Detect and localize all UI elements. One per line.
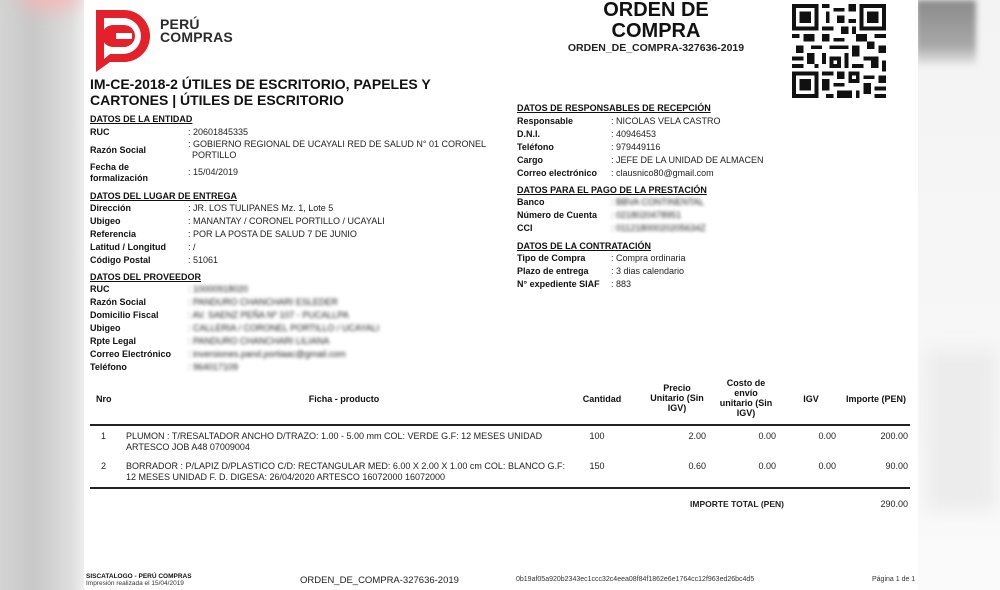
col-precio-header <box>642 383 712 413</box>
col-envio-header <box>716 378 776 418</box>
document-title-line1: ORDEN DE <box>603 0 709 21</box>
proveedor-ruc-label: RUC <box>90 284 110 294</box>
recepcion-telefono-label: Teléfono <box>517 142 554 152</box>
entidad-fecha-label-line2: formalización <box>90 173 149 183</box>
footer-page-number: Página 1 de 1 <box>872 576 916 583</box>
table-footer-rule <box>90 487 910 489</box>
col-precio-header-line3: IGV) <box>667 403 687 413</box>
row-ficha <box>126 461 566 482</box>
row-ficha <box>126 431 566 452</box>
pago-cci-label: CCI <box>517 223 533 233</box>
total-label: IMPORTE TOTAL (PEN) <box>690 499 784 509</box>
proveedor-rpte-label: Rpte Legal <box>90 336 137 346</box>
entidad-ruc-value: : 20601845335 <box>188 127 249 137</box>
footer-hash: 0b19af05a920b2343ec1ccc32c4eea08f84f1862e6e1764cc12f963ed26bc4d5 <box>516 576 755 583</box>
entrega-details <box>90 203 510 267</box>
contratacion-tipo-value: : Compra ordinaria <box>611 253 686 263</box>
col-envio-header-line1: Costo de <box>726 378 766 388</box>
proveedor-correo-label: Correo Electrónico <box>90 349 172 359</box>
entrega-latlong-value: : / <box>188 242 196 252</box>
row-importe: 200.00 <box>880 431 908 441</box>
peru-compras-logo-icon <box>90 6 154 72</box>
pago-cuenta-value: : 0218020478951 <box>611 210 682 220</box>
recepcion-responsable-value: : NICOLAS VELA CASTRO <box>611 116 721 126</box>
pago-banco-value: : BBVA CONTINENTAL <box>611 197 705 207</box>
entrega-referencia-label: Referencia <box>90 229 137 239</box>
logo-text <box>160 18 233 44</box>
entrega-ubigeo-label: Ubigeo <box>90 216 121 226</box>
contratacion-siaf-label: N° expediente SIAF <box>517 279 600 289</box>
row-ficha-line2: 12 MESES UNIDAD F. D. DIGESA: 26/04/2020 ARTESCO 16072000 16072000 <box>126 471 446 482</box>
entidad-details <box>90 127 510 187</box>
col-igv-header: IGV <box>803 394 819 404</box>
row-igv: 0.00 <box>818 431 836 441</box>
col-envio-header-line3: unitario (Sin <box>719 398 773 408</box>
row-ficha-line2: ARTESCO JOB A48 07009004 <box>126 441 250 452</box>
recepcion-details <box>517 116 817 180</box>
col-importe-header: Importe (PEN) <box>845 394 906 404</box>
col-cantidad-header: Cantidad <box>582 394 622 404</box>
section-proveedor-title: DATOS DEL PROVEEDOR <box>90 272 202 282</box>
proveedor-ubigeo-value: : CALLERIA / CORONEL PORTILLO / UCAYALI <box>188 323 380 333</box>
row-importe: 90.00 <box>885 461 908 471</box>
entrega-postal-value: : 51061 <box>188 255 219 265</box>
section-pago-title: DATOS PARA EL PAGO DE LA PRESTACIÓN <box>517 185 707 195</box>
footer-order-code: ORDEN_DE_COMPRA-327636-2019 <box>300 575 459 586</box>
section-entidad-title: DATOS DE LA ENTIDAD <box>90 114 193 124</box>
row-ficha-line1: BORRADOR : P/LAPIZ D/PLASTICO C/D: RECTANGULAR MED: 6.00 X 2.00 X 1.00 cm COL: BLANCO G.F: <box>126 461 565 471</box>
entrega-ubigeo-value: : MANANTAY / CORONEL PORTILLO / UCAYALI <box>188 216 385 226</box>
row-nro: 2 <box>101 461 107 471</box>
qr-code <box>792 4 886 98</box>
proveedor-razon-label: Razón Social <box>90 297 147 307</box>
entidad-fecha-label-line1: Fecha de <box>90 162 130 172</box>
row-envio: 0.00 <box>758 431 776 441</box>
peru-compras-logo <box>90 6 233 70</box>
proveedor-ubigeo-label: Ubigeo <box>90 323 121 333</box>
proveedor-razon-value: : PANDURO CHANCHARI ESLEDER <box>188 297 338 307</box>
document-title <box>524 0 788 42</box>
proveedor-correo-value: : inversiones.pand.portiaac@gmail.com <box>188 349 346 359</box>
pago-details <box>517 197 817 237</box>
document-title-line2: COMPRA <box>611 20 701 42</box>
contratacion-plazo-label: Plazo de entrega <box>517 266 589 276</box>
contratacion-tipo-label: Tipo de Compra <box>517 253 586 263</box>
section-recepcion-title: DATOS DE RESPONSABLES DE RECEPCIÓN <box>517 103 711 113</box>
row-nro: 1 <box>101 431 107 441</box>
catalog-heading: IM-CE-2018-2 ÚTILES DE ESCRITORIO, PAPELES Y CARTONES | ÚTILES DE ESCRITORIO <box>90 76 431 108</box>
pago-cci-value: : 01121800020205634Z <box>611 223 706 233</box>
row-cantidad: 150 <box>589 461 605 471</box>
entrega-latlong-label: Latitud / Longitud <box>90 242 166 252</box>
total-value: 290.00 <box>880 499 908 509</box>
contratacion-details <box>517 253 817 293</box>
logo-text-line2: COMPRAS <box>160 29 233 45</box>
pago-cuenta-label: Número de Cuenta <box>517 210 598 220</box>
section-entrega-title: DATOS DEL LUGAR DE ENTREGA <box>90 191 238 201</box>
col-envio-header-line4: IGV) <box>736 408 756 418</box>
document-code: ORDEN_DE_COMPRA-327636-2019 <box>567 42 745 54</box>
recepcion-correo-value: : clausnico80@gmail.com <box>611 168 714 178</box>
proveedor-telefono-label: Teléfono <box>90 362 127 372</box>
background-left <box>0 0 84 590</box>
col-precio-header-line1: Precio <box>663 383 691 393</box>
col-envio-header-line2: envío <box>734 388 758 398</box>
row-igv: 0.00 <box>818 461 836 471</box>
recepcion-dni-label: D.N.I. <box>517 129 541 139</box>
contratacion-siaf-value: : 883 <box>611 279 632 289</box>
recepcion-cargo-value: : JEFE DE LA UNIDAD DE ALMACEN <box>611 155 764 165</box>
row-ficha-line1: PLUMON : T/RESALTADOR ANCHO D/TRAZO: 1.00 - 5.00 mm COL: VERDE G.F: 12 MESES UNIDAD <box>126 431 543 441</box>
table-header-rule <box>90 424 910 426</box>
pago-banco-label: Banco <box>517 197 545 207</box>
purchase-order-document <box>84 0 918 590</box>
proveedor-rpte-value: : PANDURO CHANCHARI LILIANA <box>188 336 330 346</box>
proveedor-domicilio-label: Domicilio Fiscal <box>90 310 159 320</box>
footer-system: SISCATALOGO - PERÚ COMPRAS <box>86 573 192 580</box>
row-precio: 0.60 <box>688 461 706 471</box>
background-right <box>916 0 1000 590</box>
entidad-ruc-label: RUC <box>90 127 110 137</box>
proveedor-telefono-value: : 964017109 <box>188 362 239 372</box>
recepcion-correo-label: Correo electrónico <box>517 168 598 178</box>
logo-text-line1: PERÚ <box>160 16 200 32</box>
entidad-razon-label: Razón Social <box>90 145 147 155</box>
proveedor-domicilio-value: : AV. SAENZ PEÑA Nº 107 - PUCALLPA <box>188 310 349 320</box>
proveedor-details <box>90 284 510 374</box>
proveedor-ruc-value: : 10000918020 <box>188 284 249 294</box>
row-envio: 0.00 <box>758 461 776 471</box>
footer-printed-date: Impresión realizada el 15/04/2019 <box>86 580 184 587</box>
recepcion-responsable-label: Responsable <box>517 116 574 126</box>
entidad-razon-value-line1: : GOBIERNO REGIONAL DE UCAYALI RED DE SALUD N° 01 CORONEL <box>188 139 487 149</box>
entrega-direccion-value: : JR. LOS TULIPANES Mz. 1, Lote 5 <box>188 203 334 213</box>
recepcion-telefono-value: : 979449116 <box>611 142 661 152</box>
recepcion-dni-value: : 40946453 <box>611 129 657 139</box>
col-nro-header: Nro <box>96 394 112 404</box>
contratacion-plazo-value: : 3 dias calendario <box>611 266 685 276</box>
recepcion-cargo-label: Cargo <box>517 155 544 165</box>
section-contratacion-title: DATOS DE LA CONTRATACIÓN <box>517 241 651 251</box>
col-precio-header-line2: Unitario (Sin <box>650 393 704 403</box>
entidad-razon-value-line2: PORTILLO <box>192 150 237 160</box>
entidad-fecha-value: : 15/04/2019 <box>188 167 239 177</box>
entrega-direccion-label: Dirección <box>90 203 132 213</box>
entrega-postal-label: Código Postal <box>90 255 151 265</box>
entrega-referencia-value: : POR LA POSTA DE SALUD 7 DE JUNIO <box>188 229 357 239</box>
row-precio: 2.00 <box>688 431 706 441</box>
row-cantidad: 100 <box>589 431 605 441</box>
col-ficha-header: Ficha - producto <box>308 394 380 404</box>
